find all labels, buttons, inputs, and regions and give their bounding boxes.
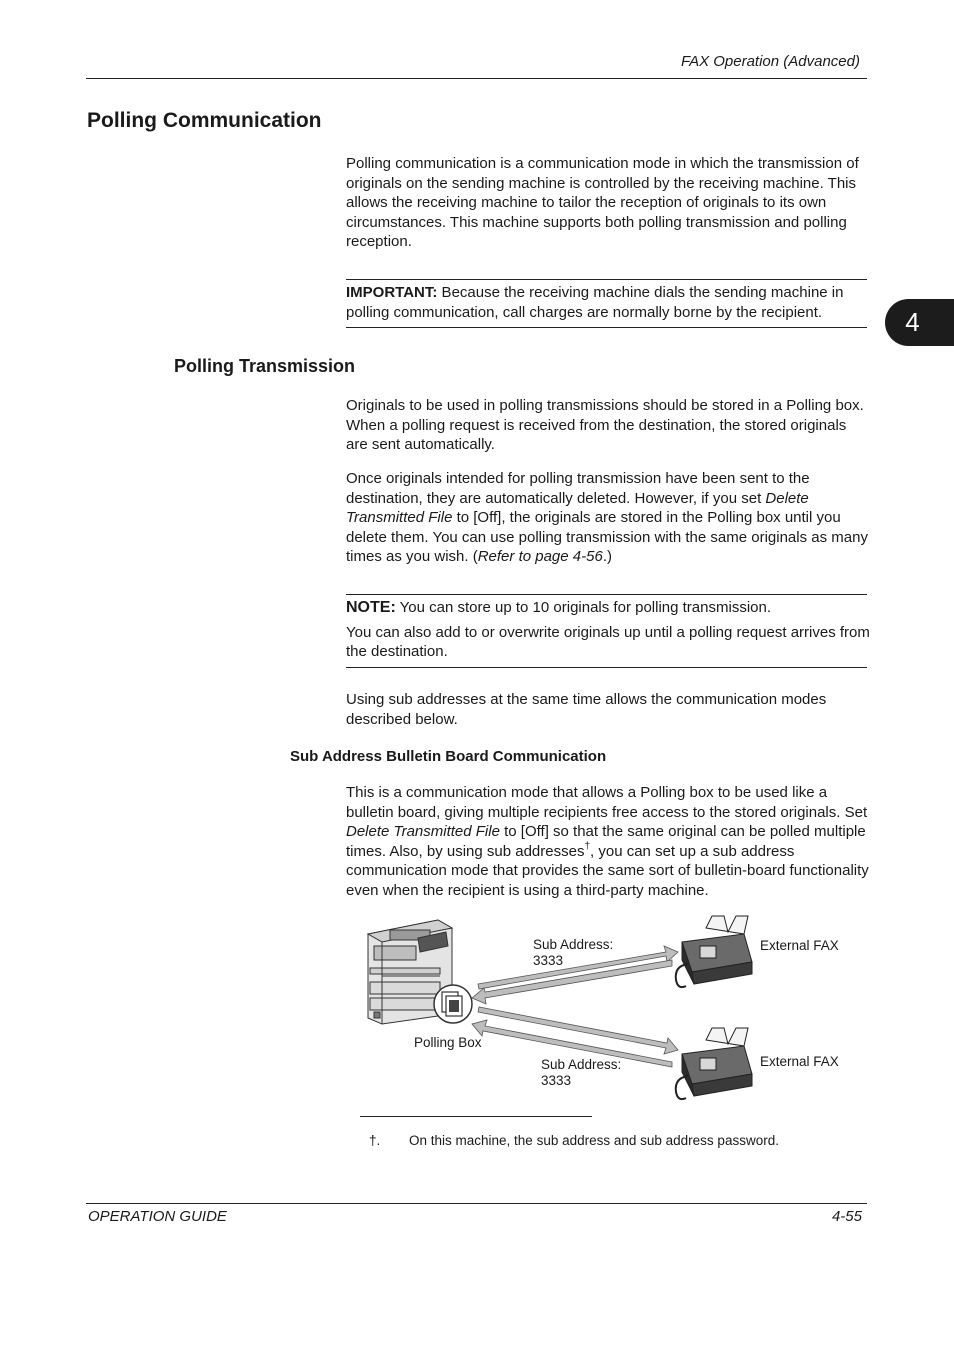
p2-text-c: .) (602, 548, 612, 565)
footer-guide-title: OPERATION GUIDE (88, 1208, 227, 1225)
sub-address-value-upper: 3333 (533, 953, 564, 968)
polling-paragraph-1: Originals to be used in polling transmissions should be stored in a Polling box. When a polling request is received from the destination, the stored originals are sent automatically. (346, 397, 864, 453)
note-text-2: You can also add to or overwrite originals up until a polling request arrives from the destination. (346, 623, 870, 660)
sub-address-caption-lower: Sub Address: (541, 1057, 622, 1072)
section-intro (346, 154, 870, 252)
important-top-rule (346, 279, 867, 280)
polling-p2 (346, 469, 870, 567)
bulletin-paragraph (346, 783, 872, 900)
note-top-rule (346, 594, 867, 595)
important-note (346, 283, 870, 322)
polling-p3 (346, 690, 870, 729)
polling-paragraph-3: Using sub addresses at the same time allows the communication modes described below. (346, 691, 827, 728)
subsubsection-title: Sub Address Bulletin Board Communication (290, 748, 607, 765)
important-text: Because the receiving machine dials the sending machine in polling communication, call charges are normally borne by the recipient. (346, 284, 844, 321)
footnote-text: On this machine, the sub address and sub address password. (409, 1133, 779, 1148)
fax-machine-upper-icon (676, 916, 752, 987)
external-fax-label-lower: External FAX (760, 1054, 839, 1069)
important-bottom-rule (346, 327, 867, 328)
note-text: You can store up to 10 originals for polling transmission. (395, 599, 772, 616)
sub-address-label-lower (541, 1057, 621, 1089)
running-header: FAX Operation (Advanced) (681, 53, 860, 70)
header-rule (86, 78, 867, 79)
polling-paragraph-2 (346, 469, 870, 567)
p2-text-a: Once originals intended for polling transmission have been sent to the destination, they are automatically deleted. However, if you set (346, 470, 810, 507)
note-label: NOTE: (346, 599, 396, 616)
note-bottom-rule (346, 667, 867, 668)
footnote-rule (360, 1116, 592, 1117)
section-title: Polling Communication (87, 109, 322, 132)
intro-paragraph: Polling communication is a communication mode in which the transmission of originals on the sending machine is controlled by the receiving machine. This allows the receiving machine to tailor the reception of originals to its own circumstances. This machine supports both polling transmission and polling reception. (346, 155, 859, 250)
sub-address-label-upper (533, 937, 613, 969)
footnote-marker-label: †. (369, 1133, 381, 1148)
polling-p1 (346, 396, 870, 455)
footer-rule (86, 1203, 867, 1204)
bulletin-text-a: This is a communication mode that allows a Polling box to be used like a bulletin board, giving multiple recipients free access to the stored originals. Set (346, 784, 868, 821)
p2-italic-setting: Delete Transmitted File (346, 489, 809, 526)
sub-address-caption-upper: Sub Address: (533, 937, 614, 952)
polling-box-icon (434, 985, 472, 1023)
bulletin-text-b: to [Off] so that the same original can be polled multiple times. Also, by using sub addresses (346, 823, 866, 860)
p2-text-b: to [Off], the originals are stored in the Polling box until you delete them. You can use polling transmission with the same originals as many times as you wish. ( (346, 509, 868, 565)
fax-machine-lower-icon (676, 1028, 752, 1099)
polling-box-label: Polling Box (414, 1035, 482, 1050)
sub-address-value-lower: 3333 (541, 1073, 572, 1088)
subsection-title: Polling Transmission (174, 356, 356, 376)
footnote-marker: † (584, 840, 591, 852)
external-fax-label-upper: External FAX (760, 938, 839, 953)
important-label: IMPORTANT: (346, 284, 438, 301)
footer-page-number: 4-55 (831, 1208, 862, 1225)
note-box (346, 598, 870, 662)
p2-page-reference: Refer to page 4-56 (477, 548, 603, 565)
chapter-tab: 4 (885, 299, 954, 346)
bulletin-italic-setting: Delete Transmitted File (346, 823, 500, 840)
bulletin-text-c: , you can set up a sub address communication mode that provides the same sort of bulletin-board functionality even when the recipient is using a third-party machine. (346, 842, 869, 899)
